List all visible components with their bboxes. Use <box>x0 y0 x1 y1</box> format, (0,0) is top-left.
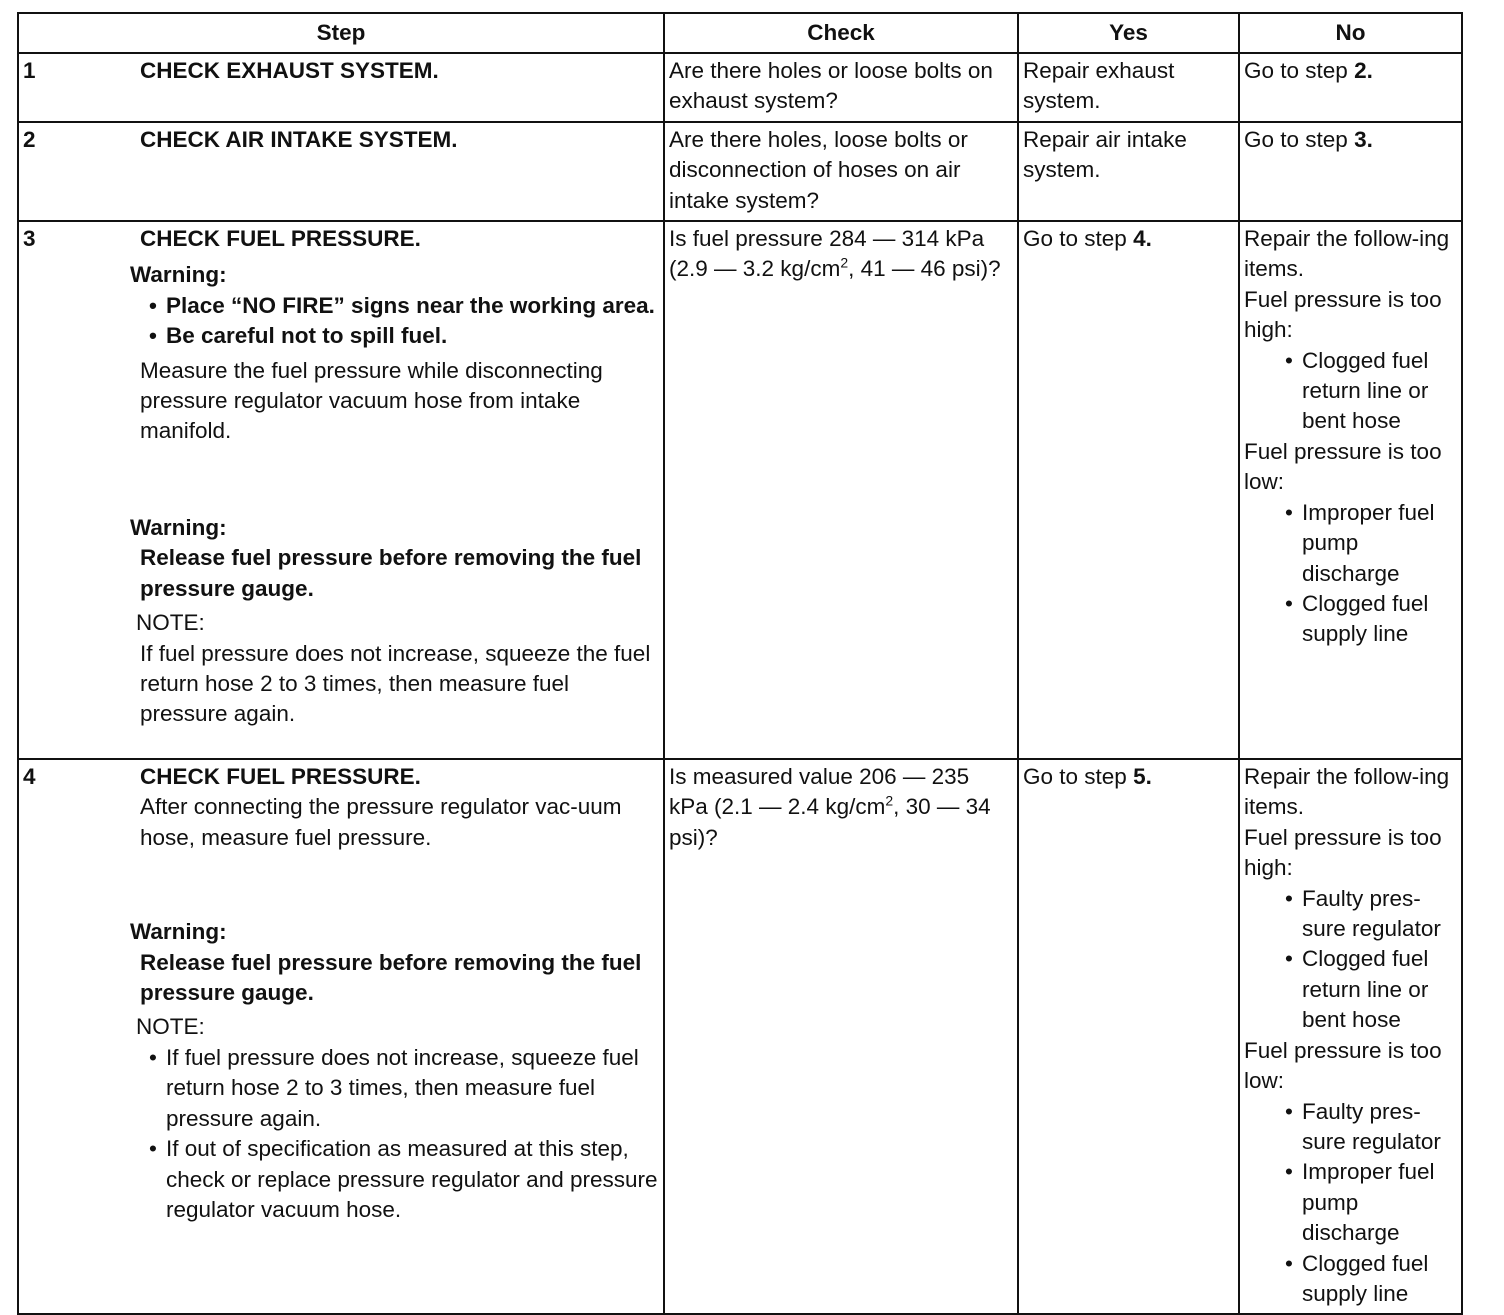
no-step-ref: 3. <box>1354 126 1373 152</box>
step-cell <box>18 221 664 759</box>
step-cell <box>18 122 664 221</box>
no-prefix: Go to step <box>1244 126 1355 152</box>
no-item: • Clogged fuel supply line <box>1276 589 1457 650</box>
check-text-a: Is fuel pressure 284 — 314 kPa (2.9 — 3.2 kg/cm <box>669 226 985 282</box>
check-text-b: , 41 — 46 psi)? <box>848 256 1001 282</box>
yes-cell <box>1018 221 1239 759</box>
no-prefix: Go to step <box>1244 58 1355 83</box>
check-text <box>665 760 1017 857</box>
header-row <box>18 13 1462 53</box>
no-item: • Faulty pres-sure regulator <box>1276 884 1457 945</box>
step-number: 2 <box>23 126 36 152</box>
note-text: If fuel pressure does not increase, squeeze the fuel return hose 2 to 3 times, then measure fuel pressure again. <box>140 640 651 727</box>
step-cell <box>18 759 664 1314</box>
step-title: CHECK FUEL PRESSURE. <box>140 226 421 252</box>
table-row <box>18 122 1462 221</box>
check-superscript: 2 <box>885 792 894 809</box>
step-body: Measure the fuel pressure while disconnecting pressure regulator vacuum hose from intake manifold. <box>140 357 603 444</box>
check-cell <box>664 122 1018 221</box>
yes-step-ref: 5. <box>1133 764 1152 790</box>
header-yes: Yes <box>1018 13 1239 53</box>
no-low-label: Fuel pressure is too low: <box>1244 438 1442 495</box>
note-bullet: • If out of specification as measured at this step, check or replace pressure regulator and pressure regulator vacuum hose. <box>140 1134 659 1225</box>
step-title: CHECK AIR INTAKE SYSTEM. <box>140 126 458 152</box>
check-cell <box>664 221 1018 759</box>
warning-label: Warning: <box>130 262 227 288</box>
step-title: CHECK FUEL PRESSURE. <box>140 764 421 790</box>
no-item: • Improper fuel pump discharge <box>1276 1157 1457 1248</box>
no-high-label: Fuel pressure is too high: <box>1244 286 1442 343</box>
table-row <box>18 759 1462 1314</box>
yes-prefix: Go to step <box>1023 226 1134 252</box>
no-item: • Clogged fuel return line or bent hose <box>1276 944 1457 1035</box>
header-step: Step <box>18 13 664 53</box>
note-label: NOTE: <box>136 1014 205 1040</box>
no-item: • Improper fuel pump discharge <box>1276 498 1457 589</box>
check-text-b: , 30 — 34 psi)? <box>669 794 991 850</box>
note-bullet: • If fuel pressure does not increase, squeeze fuel return hose 2 to 3 times, then measure fuel pressure again. <box>140 1043 659 1134</box>
warning-text: Release fuel pressure before removing the fuel pressure gauge. <box>140 949 642 1006</box>
yes-cell <box>1018 759 1239 1314</box>
step-number: 1 <box>23 58 36 83</box>
check-text-a: Is measured value 206 — 235 kPa (2.1 — 2.4 kg/cm <box>669 764 970 820</box>
header-check: Check <box>664 13 1018 53</box>
table-row <box>18 53 1462 122</box>
check-text: Are there holes or loose bolts on exhaust system? <box>669 58 993 114</box>
yes-prefix: Go to step <box>1023 764 1134 790</box>
no-step-ref: 2. <box>1354 58 1373 83</box>
step-cell <box>18 53 664 122</box>
no-intro: Repair the follow-ing items. <box>1244 764 1450 820</box>
no-item: • Clogged fuel return line or bent hose <box>1276 346 1457 437</box>
no-high-label: Fuel pressure is too high: <box>1244 824 1442 881</box>
warning-text: Release fuel pressure before removing the fuel pressure gauge. <box>140 545 642 601</box>
warning-label: Warning: <box>130 514 227 540</box>
step-title: CHECK EXHAUST SYSTEM. <box>140 58 439 83</box>
table-row <box>18 221 1462 759</box>
yes-text: Repair air intake system. <box>1023 126 1187 183</box>
step-number: 4 <box>23 764 36 790</box>
check-text: Are there holes, loose bolts or disconnection of hoses on air intake system? <box>669 126 968 213</box>
no-cell <box>1239 122 1462 221</box>
yes-cell <box>1018 53 1239 122</box>
no-low-label: Fuel pressure is too low: <box>1244 1037 1442 1094</box>
no-item: • Clogged fuel supply line <box>1276 1249 1457 1310</box>
warning-bullet: • Place “NO FIRE” signs near the working area. <box>140 291 659 321</box>
check-cell <box>664 759 1018 1314</box>
no-intro: Repair the follow-ing items. <box>1244 226 1450 282</box>
note-label: NOTE: <box>136 610 205 636</box>
header-no: No <box>1239 13 1462 53</box>
check-text <box>665 222 1017 289</box>
check-cell <box>664 53 1018 122</box>
yes-step-ref: 4. <box>1133 226 1152 252</box>
no-cell <box>1239 53 1462 122</box>
step-body: After connecting the pressure regulator vac-uum hose, measure fuel pressure. <box>140 794 622 850</box>
diagnostic-table <box>17 12 1463 1315</box>
no-item: • Faulty pres-sure regulator <box>1276 1097 1457 1158</box>
warning-bullet: • Be careful not to spill fuel. <box>140 321 659 351</box>
step-number: 3 <box>23 226 36 252</box>
check-superscript: 2 <box>840 254 849 271</box>
no-cell <box>1239 221 1462 759</box>
yes-cell <box>1018 122 1239 221</box>
warning-label: Warning: <box>130 919 227 945</box>
no-cell <box>1239 759 1462 1314</box>
yes-text: Repair exhaust system. <box>1023 58 1175 114</box>
